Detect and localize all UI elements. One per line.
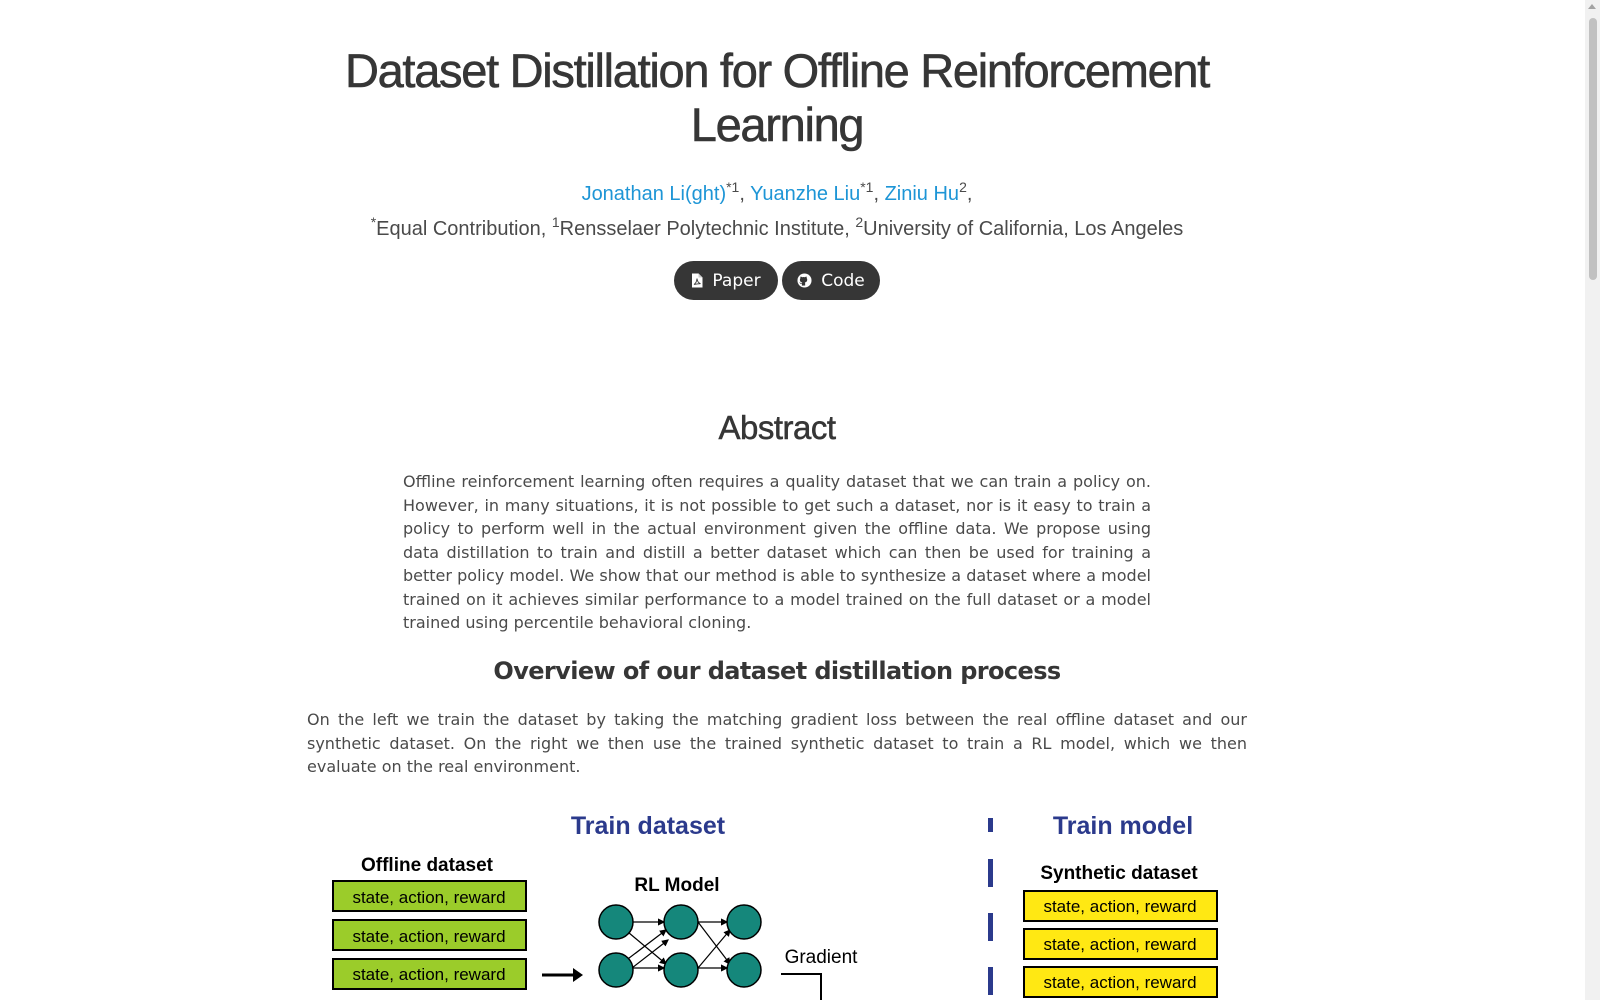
- nn-node: [599, 953, 633, 987]
- train-dataset-title: Train dataset: [570, 812, 726, 840]
- offline-row-2-text: state, action, reward: [352, 927, 506, 946]
- affiliation-ucla: University of California, Los Angeles: [863, 218, 1184, 240]
- overview-heading: Overview of our dataset distillation process: [493, 657, 1061, 685]
- offline-row-1-text: state, action, reward: [352, 888, 506, 907]
- synthetic-row-1: [1024, 891, 1217, 921]
- rl-model-nodes: [599, 905, 761, 987]
- author-link-2[interactable]: Yuanzhe Liu: [750, 183, 861, 205]
- offline-row-3-text: state, action, reward: [352, 965, 506, 984]
- scroll-up-arrow-icon[interactable]: [1588, 4, 1596, 9]
- nn-node: [599, 905, 633, 939]
- overview-diagram: [307, 800, 1247, 1000]
- nn-node: [664, 905, 698, 939]
- section-divider: [988, 818, 993, 995]
- author-1-sup: *1: [726, 179, 740, 195]
- affiliations: [300, 215, 1254, 243]
- github-icon: [797, 273, 812, 288]
- nn-node: [664, 953, 698, 987]
- author-3-sup: 2: [959, 179, 967, 195]
- affiliation-equal-contribution: Equal Contribution,: [376, 218, 552, 240]
- gradient-label: Gradient: [784, 947, 858, 968]
- affiliation-rpi: Rensselaer Polytechnic Institute,: [559, 218, 856, 240]
- synthetic-row-2: [1024, 929, 1217, 959]
- overview-text: On the left we train the dataset by taking the matching gradient loss between the real offline dataset and our synthetic dataset. On the right we then use the trained synthetic dataset to train a RL model, which we then evaluate on the real environment.: [307, 710, 1247, 776]
- affiliation-sup-3: 2: [855, 214, 864, 230]
- vertical-scrollbar[interactable]: [1585, 0, 1600, 1000]
- offline-row-1: [333, 881, 526, 911]
- offline-row-3: [333, 959, 526, 989]
- synthetic-dataset-label: Synthetic dataset: [1040, 863, 1198, 884]
- affiliation-sup-2: 1: [551, 214, 560, 230]
- overview-figure: [307, 800, 1247, 1000]
- synthetic-row-1-text: state, action, reward: [1043, 897, 1197, 916]
- synthetic-row-2-text: state, action, reward: [1043, 935, 1197, 954]
- paper-button[interactable]: [674, 261, 778, 300]
- affiliation-sup-1: *: [370, 214, 377, 230]
- rl-model-label: RL Model: [634, 875, 720, 896]
- author-list: [300, 180, 1254, 208]
- code-button[interactable]: [782, 261, 880, 300]
- pdf-file-icon: [691, 273, 703, 288]
- synthetic-row-3: [1024, 967, 1217, 997]
- page-title: Dataset Distillation for Offline Reinforcement Learning: [344, 44, 1210, 151]
- code-button-label: Code: [821, 270, 865, 291]
- author-sep-2: ,: [873, 183, 885, 205]
- abstract-text: Offline reinforcement learning often requires a quality dataset that we can train a policy on. However, in many situations, it is not possible to get such a dataset, nor is it easy to train a policy to perform well in the actual environment given the offline data. We propose using data distillation to train and distill a better dataset which can then be used for training a better policy model. We show that our method is able to synthesize a dataset where a model trained on it achieves similar performance to a model trained on the full dataset or a model trained using percentile behavioral cloning.: [403, 472, 1151, 632]
- author-link-1[interactable]: Jonathan Li(ght): [581, 183, 727, 205]
- abstract-heading: Abstract: [718, 409, 836, 446]
- offline-dataset-label: Offline dataset: [361, 855, 493, 876]
- author-2-sup: *1: [860, 179, 874, 195]
- author-sep-1: ,: [739, 183, 751, 205]
- gradient-connector: [781, 974, 821, 1000]
- author-link-3[interactable]: Ziniu Hu: [884, 183, 960, 205]
- synthetic-row-3-text: state, action, reward: [1043, 973, 1197, 992]
- author-sep-3: ,: [966, 183, 973, 205]
- input-arrowhead: [573, 968, 583, 982]
- train-model-title: Train model: [1052, 812, 1194, 840]
- scrollbar-thumb[interactable]: [1589, 18, 1597, 280]
- nn-node: [727, 953, 761, 987]
- paper-button-label: Paper: [712, 270, 761, 291]
- offline-row-2: [333, 920, 526, 950]
- nn-node: [727, 905, 761, 939]
